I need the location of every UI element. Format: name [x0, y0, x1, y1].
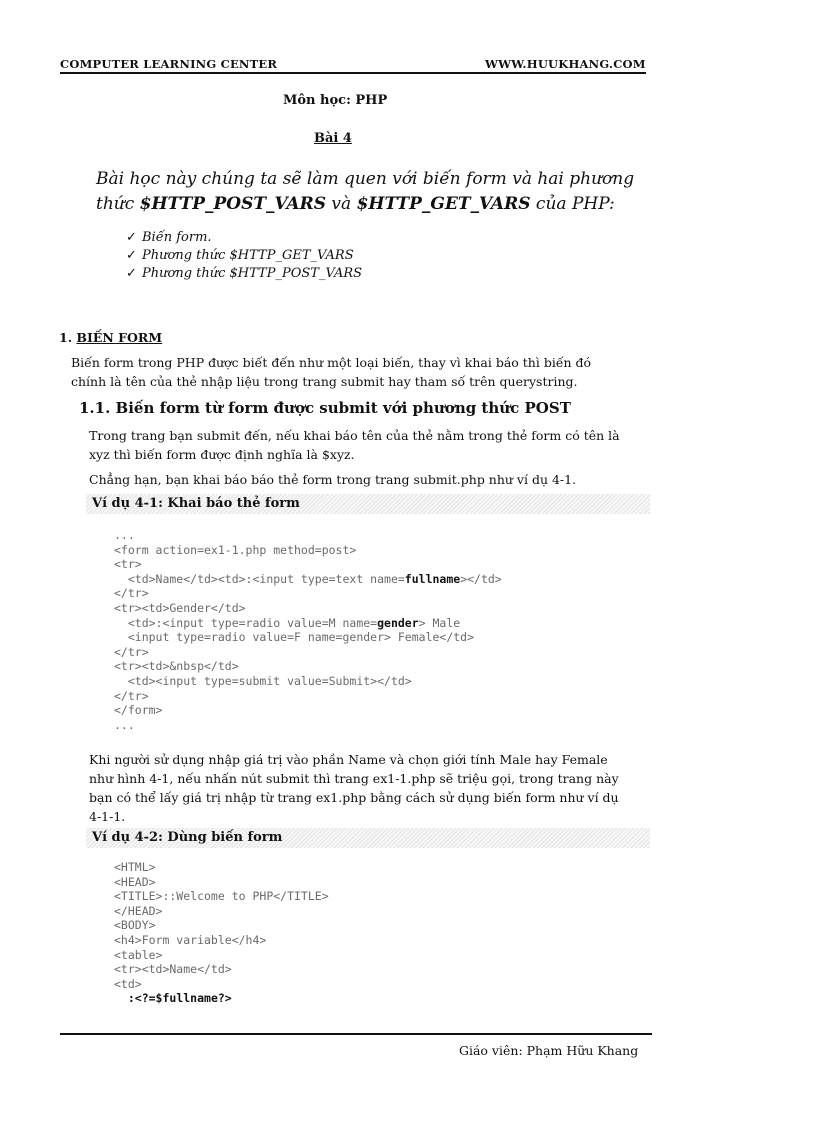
code-line: <td>	[114, 976, 142, 991]
example-2-titlebar	[86, 828, 650, 848]
subsection-1-1-paragraph: Trong trang bạn submit đến, nếu khai báo tên của thẻ nằm trong thẻ form có tên là xyz thì biến form được định nghĩa là $xyz.	[89, 428, 620, 462]
bullet-item: ✓ Phương thức $HTTP_GET_VARS	[126, 248, 354, 263]
section-1-heading: 1. BIẾN FORM	[59, 330, 163, 345]
code-line: </tr>	[114, 688, 149, 703]
course-title: Môn học: PHP	[283, 93, 388, 108]
check-icon: ✓	[126, 248, 137, 263]
header-right: WWW.HUUKHANG.COM	[485, 57, 646, 71]
code-line: <HTML>	[114, 860, 156, 874]
code-line: </HEAD>	[114, 903, 163, 918]
bullet-item: ✓ Biến form.	[126, 230, 212, 245]
code-line: <table>	[114, 947, 163, 962]
subsection-1-1-paragraph-2: Chẳng hạn, bạn khai báo báo thẻ form trong trang submit.php như ví dụ 4-1.	[89, 472, 577, 487]
code-line: <tr><td>Gender</td>	[114, 600, 246, 615]
code-line: </form>	[114, 703, 163, 718]
code-line: <TITLE>::Welcome to PHP</TITLE>	[114, 889, 329, 904]
footer-rule	[60, 1033, 652, 1035]
code-line: ...	[114, 717, 135, 732]
intro-line-1: Bài học này chúng ta sẽ làm quen với biến form và hai phương	[96, 169, 635, 189]
code-line: <td>:<input type=radio value=M name=gender> Male	[114, 615, 461, 630]
example-1-titlebar	[86, 494, 650, 514]
code-line: <BODY>	[114, 918, 156, 933]
code-line: <h4>Form variable</h4>	[114, 932, 267, 947]
code-line: ...	[114, 528, 135, 542]
example-1-code	[114, 528, 502, 732]
code-line: <tr><td>Name</td>	[114, 962, 232, 977]
explanation-paragraph: Khi người sử dụng nhập giá trị vào phần Name và chọn giới tính Male hay Female như hình 4-1, nếu nhấn nút submit thì trang ex1-1.php sẽ triệu gọi, trong trang này bạn có thể lấy giá trị nhập từ trang ex1.php bằng cách sử dụng biến form như ví dụ 4-1-1.	[89, 752, 619, 824]
check-icon: ✓	[126, 266, 137, 281]
code-line: :<?=$fullname?>	[127, 991, 232, 1006]
code-line: </tr>	[114, 586, 149, 601]
header-left: COMPUTER LEARNING CENTER	[60, 57, 278, 71]
footer-teacher: Giáo viên: Phạm Hữu Khang	[459, 1043, 639, 1058]
bullet-item: ✓ Phương thức $HTTP_POST_VARS	[126, 266, 363, 281]
code-line: <input type=radio value=F name=gender> Female</td>	[114, 630, 475, 645]
lesson-title: Bài 4	[314, 131, 352, 146]
example-2-code	[114, 860, 329, 1006]
code-line: </tr>	[114, 644, 149, 659]
example-1-title: Ví dụ 4-1: Khai báo thẻ form	[92, 496, 300, 511]
code-line: <td>Name</td><td>:<input type=text name=fullname></td>	[114, 571, 502, 586]
code-line: <tr>	[114, 557, 142, 572]
check-icon: ✓	[126, 230, 137, 245]
intro-line-2: thức $HTTP_POST_VARS và $HTTP_GET_VARS của PHP:	[96, 194, 615, 214]
intro	[96, 167, 656, 217]
section-1-paragraph: Biến form trong PHP được biết đến như một loại biến, thay vì khai báo thì biến đó chính là tên của thẻ nhập liệu trong trang submit hay tham số trên querystring.	[71, 355, 592, 389]
subsection-1-1-heading: 1.1. Biến form từ form được submit với phương thức POST	[79, 399, 571, 417]
code-line: <td><input type=submit value=Submit></td>	[114, 673, 412, 688]
code-line: <tr><td>&nbsp</td>	[114, 659, 239, 674]
code-line: <form action=ex1-1.php method=post>	[114, 542, 357, 557]
code-line: <HEAD>	[114, 874, 156, 889]
example-2-title: Ví dụ 4-2: Dùng biến form	[92, 830, 283, 845]
bullet-list	[126, 229, 362, 283]
header-rule	[60, 72, 646, 74]
